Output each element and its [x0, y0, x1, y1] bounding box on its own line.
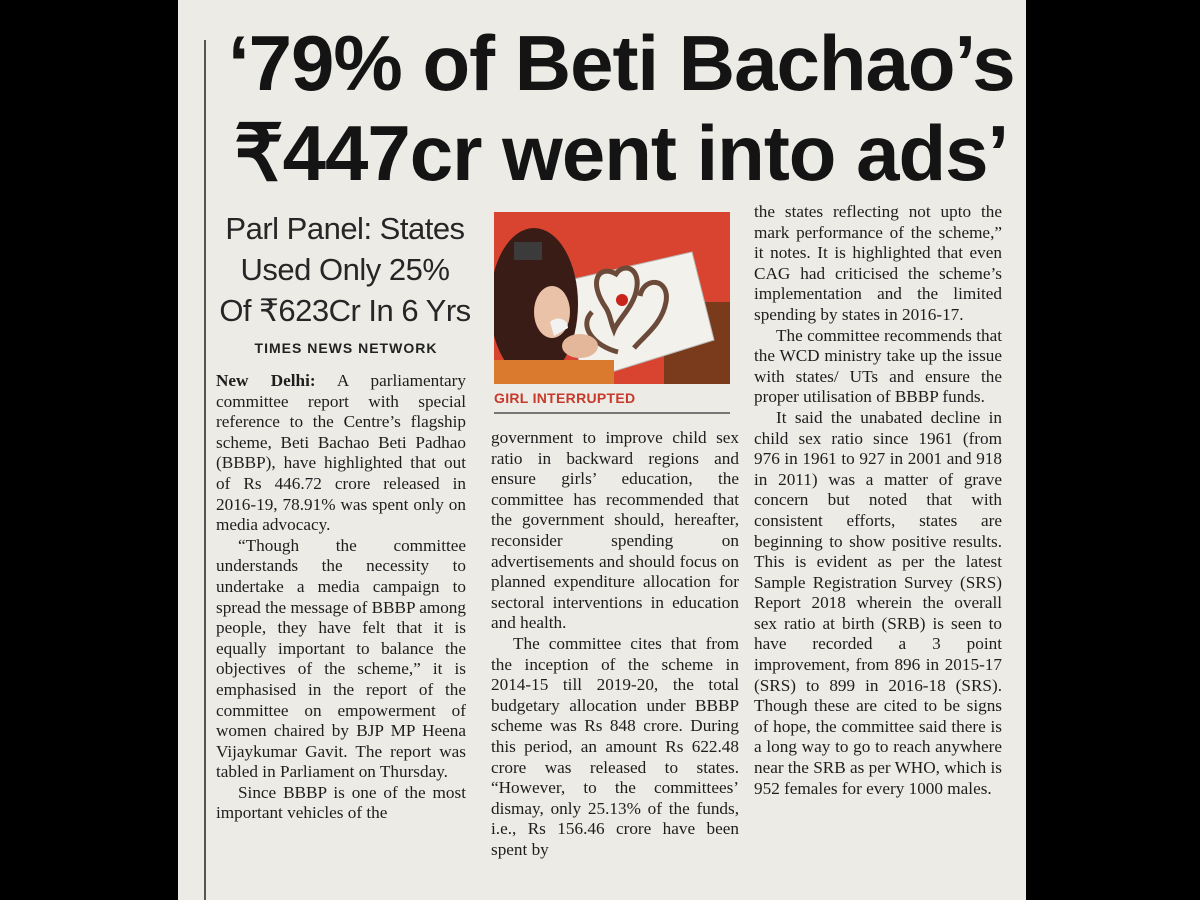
paragraph: Since BBBP is one of the most important vehicles of the — [216, 782, 466, 823]
photo-caption: GIRL INTERRUPTED — [494, 390, 730, 414]
article-column-2 — [491, 428, 739, 860]
headline — [228, 18, 1018, 198]
article-photo — [494, 212, 730, 384]
column-rule — [204, 40, 206, 900]
article-column-3 — [754, 202, 1002, 799]
subheadline-line: Of ₹623Cr In 6 Yrs — [219, 293, 471, 328]
paragraph: government to improve child sex ratio in backward regions and ensure girls’ education, the committee has recommended that the government should, hereafter, reconsider spending on advertisements and should focus on planned expenditure allocation for sectoral interventions in education and health. — [491, 428, 739, 633]
article-column-1 — [216, 371, 466, 824]
subheadline — [208, 208, 482, 331]
headline-line-1: ‘79% of Beti Bachao’s — [228, 19, 1015, 107]
paragraph: The committee recommends that the WCD ministry take up the issue with states/ UTs and ensure the proper utilisation of BBBP funds. — [754, 325, 1002, 407]
paragraph: The committee cites that from the inception of the scheme in 2014-15 till 2019-20, the total budgetary allocation under BBBP scheme was Rs 848 crore. During this period, an amount Rs 622.48 crore was released to states. “However, to the committees’ dismay, only 25.13% of the funds, i.e., Rs 156.46 crore have been spent by — [491, 633, 739, 859]
byline: TIMES NEWS NETWORK — [254, 340, 438, 356]
paragraph: “Though the committee understands the necessity to undertake a media campaign to spread the message of BBBP among people, they have felt that it is equally important to balance the objectives of the scheme,” it is emphasised in the report of the committee on empowerment of women chaired by BJP MP Heena Vijaykumar Gavit. The report was tabled in Parliament on Thursday. — [216, 535, 466, 782]
subheadline-line: Parl Panel: States — [225, 211, 465, 246]
headline-line-2: ₹447cr went into ads’ — [234, 109, 1009, 197]
paragraph: A parliamentary committee report with special reference to the Centre’s flagship scheme, Beti Bachao Beti Padhao (BBBP), have highlighted that out of Rs 446.72 crore released in 2016-19, 78.91% was spent only on media advocacy. — [216, 371, 466, 535]
paragraph: the states reflecting not upto the mark performance of the scheme,” it notes. It is highlighted that even CAG had criticised the scheme’s implementation and the limited spending by states in 2016-17. — [754, 202, 1002, 324]
girl-drawing-hearts-illustration — [494, 212, 730, 384]
subheadline-line: Used Only 25% — [240, 252, 450, 287]
newspaper-clipping — [178, 0, 1026, 900]
paragraph: It said the unabated decline in child sex ratio since 1961 (from 976 in 1961 to 927 in 2001 and 918 in 2011) was a matter of grave concern but noted that with consistent efforts, states are beginning to show positive results. This is evident as per the latest Sample Registration Survey (SRS) Report 2018 wherein the overall sex ratio at birth (SRB) is seen to have recorded a 3 point improvement, from 896 in 2015-17 (SRS) to 899 in 2016-18 (SRS). Though these are cited to be signs of hope, the committee said there is a long way to go to reach anywhere near the SRB as per WHO, which is 952 females for every 1000 males. — [754, 407, 1002, 798]
dateline: New Delhi: — [216, 371, 316, 390]
